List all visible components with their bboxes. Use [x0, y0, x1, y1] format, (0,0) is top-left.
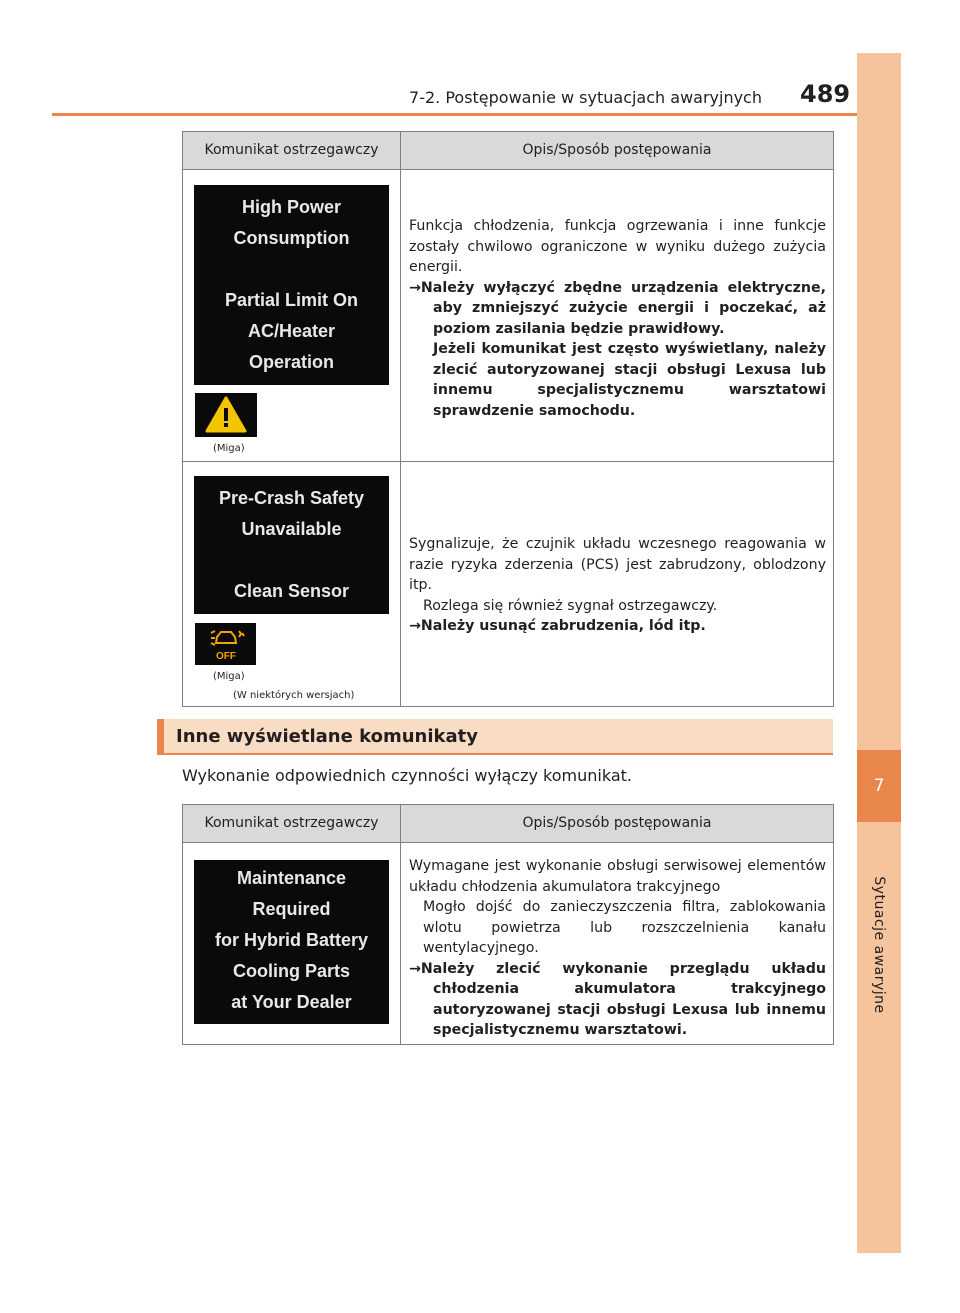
screen-line: Operation [248, 352, 334, 372]
screen-line: Consumption [233, 228, 350, 248]
screen-line: Cooling Parts [232, 961, 350, 981]
table-row [183, 843, 833, 1044]
side-chapter-number[interactable]: 7 [857, 750, 901, 822]
screen-line: Clean Sensor [233, 581, 350, 601]
message-screen-high-power [194, 185, 389, 385]
screen-line: at Your Dealer [231, 992, 352, 1012]
column-divider [400, 462, 401, 706]
screen-line: Unavailable [241, 519, 342, 539]
column-header-message: Komunikat ostrzegawczy [183, 132, 401, 169]
section-heading-accent [157, 719, 164, 755]
description-subtext: Rozlega się również sygnał ostrzegawczy. [423, 597, 718, 614]
screen-line: High Power [241, 197, 341, 217]
message-screen-pre-crash [194, 476, 389, 614]
column-header-description: Opis/Sposób postępowania [522, 815, 712, 831]
side-chapter-name: Sytuacje awaryjne [871, 876, 887, 1014]
warning-triangle-icon [195, 393, 257, 437]
warning-table-2 [182, 804, 834, 1045]
message-screen-maintenance [194, 860, 389, 1024]
screen-line: Required [252, 899, 331, 919]
pcs-off-label: OFF [216, 651, 236, 662]
version-note: (W niektórych wersjach) [233, 690, 355, 701]
screen-line: for Hybrid Battery [214, 930, 369, 950]
pcs-off-icon [195, 623, 256, 665]
column-header-message: Komunikat ostrzegawczy [183, 805, 401, 842]
action-text-continued: Jeżeli komunikat jest często wyświetlany, należy zlecić autoryzowanej stacji obsługi Lexusa lub innemu specjalistycznemu warsztatowi sprawdzenie samochodu. [433, 341, 826, 419]
header-rule [52, 113, 857, 116]
chapter-header-title: 7-2. Postępowanie w sytuacjach awaryjnych [409, 88, 762, 107]
side-strip [857, 53, 901, 1253]
description-text: Funkcja chłodzenia, funkcja ogrzewania i inne funkcje zostały chwilowo ograniczone w wyniku dużego zużycia energii. [409, 218, 826, 275]
description-text: Wymagane jest wykonanie obsługi serwisowej elementów układu chłodzenia akumulatora trakcyjnego [409, 858, 826, 895]
table-header-row [183, 805, 833, 843]
action-text: →Należy zlecić wykonanie przeglądu układu chłodzenia akumulatora trakcyjnego autoryzowanej stacji obsługi Lexusa lub innemu specjalistycznemu warsztatowi. [409, 960, 826, 1038]
description-text: Sygnalizuje, że czujnik układu wczesnego reagowania w razie ryzyka zderzenia (PCS) jest zabrudzony, oblodzony itp. [409, 536, 826, 593]
section-intro: Wykonanie odpowiednich czynności wyłączy komunikat. [182, 766, 632, 785]
description [409, 216, 826, 421]
action-text: →Należy wyłączyć zbędne urządzenia elektryczne, aby zmniejszyć zużycie energii i poczekać, aż poziom zasilania będzie prawidłowy. [409, 279, 826, 337]
screen-line: Pre-Crash Safety [218, 488, 365, 508]
column-divider [400, 170, 401, 461]
table-row [183, 462, 833, 706]
screen-line: AC/Heater [247, 321, 336, 341]
icon-note: (Miga) [213, 671, 245, 682]
description [409, 534, 826, 637]
description-subtext: Mogło dojść do zanieczyszczenia filtra, zablokowania wlotu powietrza lub rozszczelnienia kanału wentylacyjnego. [423, 899, 826, 956]
screen-line: Maintenance [236, 868, 347, 888]
section-title: Inne wyświetlane komunikaty [176, 726, 478, 747]
action-text: →Należy usunąć zabrudzenia, lód itp. [409, 618, 706, 634]
warning-table-1 [182, 131, 834, 707]
page-number: 489 [800, 80, 851, 108]
table-header-row [183, 132, 833, 170]
screen-line: Partial Limit On [224, 290, 359, 310]
icon-note: (Miga) [213, 443, 245, 454]
description [409, 856, 826, 1041]
column-header-description: Opis/Sposób postępowania [522, 142, 712, 158]
column-divider [400, 843, 401, 1044]
table-row [183, 170, 833, 462]
